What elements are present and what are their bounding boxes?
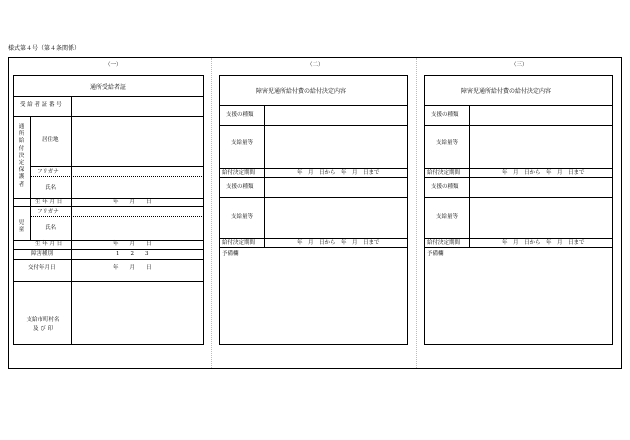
furigana-label: フリガナ <box>37 169 59 175</box>
support-type-label-3b: 支援の種類 <box>431 184 459 190</box>
form-label: 様式第４号（第４条関係） <box>8 45 81 52</box>
child-birthdate-value: 年 月 日 <box>113 241 152 247</box>
amount-label-2: 支給量等 <box>231 214 254 220</box>
disability-label: 障害種別 <box>31 251 54 257</box>
amount-label-1: 支給量等 <box>231 140 254 146</box>
period-value-1: 年 月 日から 年 月 日まで <box>297 170 380 176</box>
period-label-1: 給付決定期間 <box>222 170 256 176</box>
name-label: 氏名 <box>45 185 57 191</box>
panel-1-title: 通所受給者証 <box>90 84 127 91</box>
panel-1-number: （一） <box>105 62 122 68</box>
fold-line-1 <box>211 58 212 368</box>
address-label: 居住地 <box>42 137 59 143</box>
guardian-label: 通所給付決定保護者 <box>18 124 25 188</box>
notes-label-3: 予備欄 <box>427 251 444 257</box>
period-value-2: 年 月 日から 年 月 日まで <box>297 240 380 246</box>
panel-3-title: 障害児通所給付費の給付決定内容 <box>461 88 552 95</box>
notes-label-2: 予備欄 <box>222 251 239 257</box>
issue-date-label: 交付年月日 <box>28 265 56 271</box>
disability-value: 1 2 3 <box>116 251 149 257</box>
recipient-number-label: 受 給 者 証 番 号 <box>20 102 62 108</box>
amount-label-3b: 支給量等 <box>436 214 459 220</box>
municipality-label: 支給市町村名及 び 印 <box>26 317 60 332</box>
birthdate-label: 生 年 月 日 <box>35 199 63 205</box>
support-type-label-1: 支援の種類 <box>226 112 254 118</box>
panel-2-number: （二） <box>307 62 324 68</box>
period-label-3a: 給付決定期間 <box>427 170 461 176</box>
support-type-label-3a: 支援の種類 <box>431 112 459 118</box>
child-name-label: 氏名 <box>45 225 57 231</box>
issue-date-value: 年 月 日 <box>113 265 152 271</box>
birthdate-value: 年 月 日 <box>113 199 152 205</box>
fold-line-2 <box>416 58 417 368</box>
period-value-3b: 年 月 日から 年 月 日まで <box>502 240 585 246</box>
panel-2-title: 障害児通所給付費の給付決定内容 <box>256 88 347 95</box>
period-value-3a: 年 月 日から 年 月 日まで <box>502 170 585 176</box>
support-type-label-2: 支援の種類 <box>226 184 254 190</box>
child-birthdate-label: 生 年 月 日 <box>35 241 63 247</box>
period-label-2: 給付決定期間 <box>222 240 256 246</box>
child-label: 児童 <box>18 220 25 234</box>
child-furigana-label: フリガナ <box>37 209 59 215</box>
amount-label-3a: 支給量等 <box>436 140 459 146</box>
panel-3-number: （三） <box>511 62 528 68</box>
period-label-3b: 給付決定期間 <box>427 240 461 246</box>
